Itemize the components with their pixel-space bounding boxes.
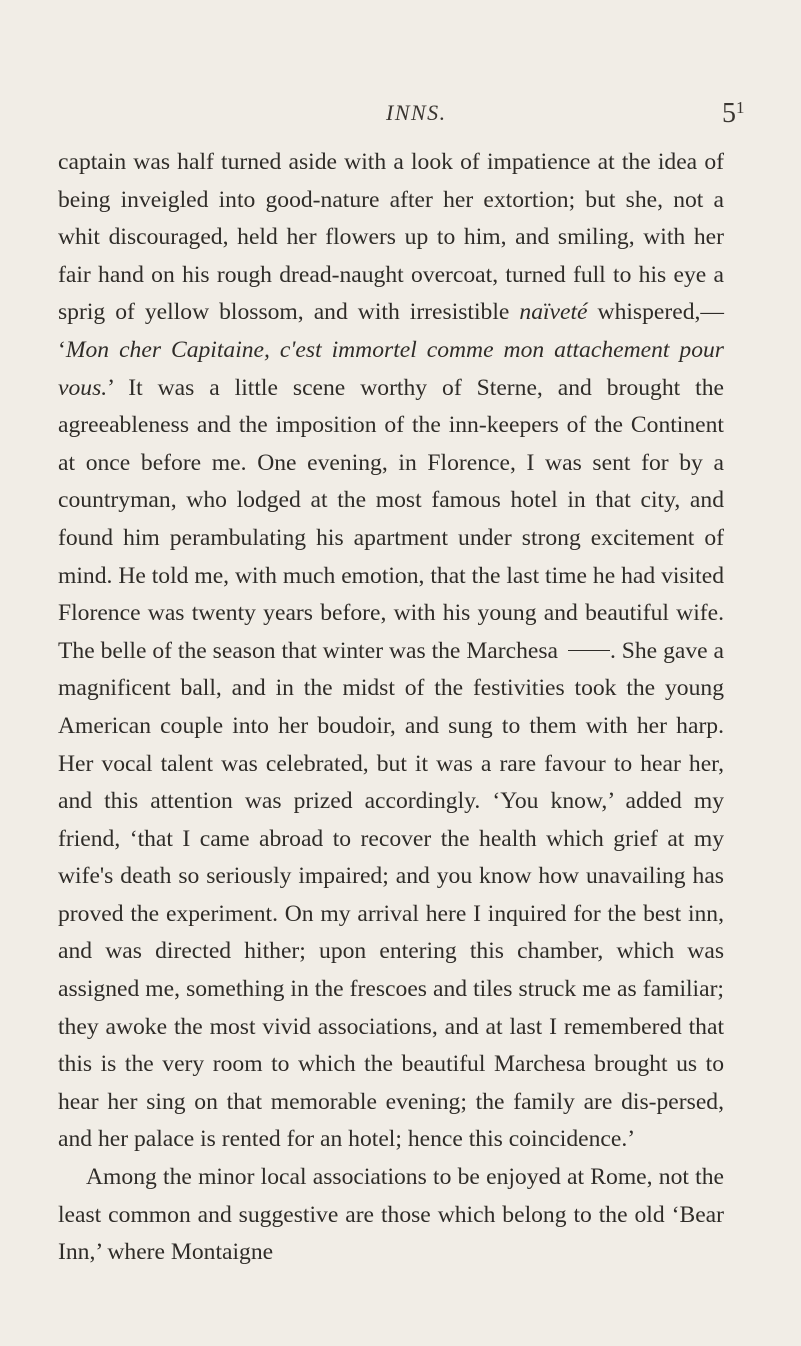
paragraph-1-part-1: captain was half turned aside with a look of impatience at the idea of being inveigled into good-nature after her extortion; but she, not a whit discouraged, held her flowers up to him, and smiling, with her fair hand on his rough dread-naught overcoat, turned full to his eye a sprig of yellow blossom, and with irresistible <box>58 149 724 326</box>
french-quote: Mon cher Capitaine, c'est immortel comme mon attachement pour vous. <box>58 336 724 401</box>
body-text <box>58 144 724 1272</box>
paragraph-1-part-2: whispered,— ‘ <box>58 299 724 363</box>
page-number <box>722 98 745 130</box>
paragraph-1-part-3: ’ It was a little scene worthy of Sterne, and brought the agreeableness and the imposition of the inn-keepers of the Continent at once before me. One evening, in Florence, I was sent for by a countryman, who lodged at the most famous hotel in that city, and found him perambulating his apartment under strong excitement of mind. He told me, with much emotion, that the last time he had visited Florence was twenty years before, with his young and beautiful wife. The belle of the season that winter was the Marchesa <box>58 374 724 664</box>
page-header <box>0 98 801 138</box>
paragraph-1-part-4: . She gave a magnificent ball, and in the midst of the festivities took the young American couple into her boudoir, and sung to them with her harp. Her vocal talent was celebrated, but it was a rare favour to hear her, and this attention was prized accordingly. ‘You know,’ added my friend, ‘that I came abroad to recover the health which grief at my wife's death so seriously impaired; and you know how unavailing has proved the experiment. On my arrival here I inquired for the best inn, and was directed hither; upon entering this chamber, which was assigned me, something in the frescoes and tiles struck me as familiar; they awoke the most vivid associations, and at last I remembered that this is the very room to which the beautiful Marchesa brought us to hear her sing on that memorable evening; the family are dis-persed, and her palace is rented for an hotel; hence this coincidence.’ <box>58 637 724 1153</box>
paragraph-1 <box>58 144 724 1159</box>
running-head: INNS. <box>386 100 447 125</box>
page-number-base: 5 <box>722 98 736 129</box>
paragraph-2: Among the minor local associations to be enjoyed at Rome, not the least common and suggestive are those which belong to the old ‘Bear Inn,’ where Montaigne <box>58 1164 724 1266</box>
page-number-superscript: 1 <box>736 98 745 117</box>
name-omission-dash <box>568 650 610 651</box>
naivete-italic: naïveté <box>519 299 588 326</box>
